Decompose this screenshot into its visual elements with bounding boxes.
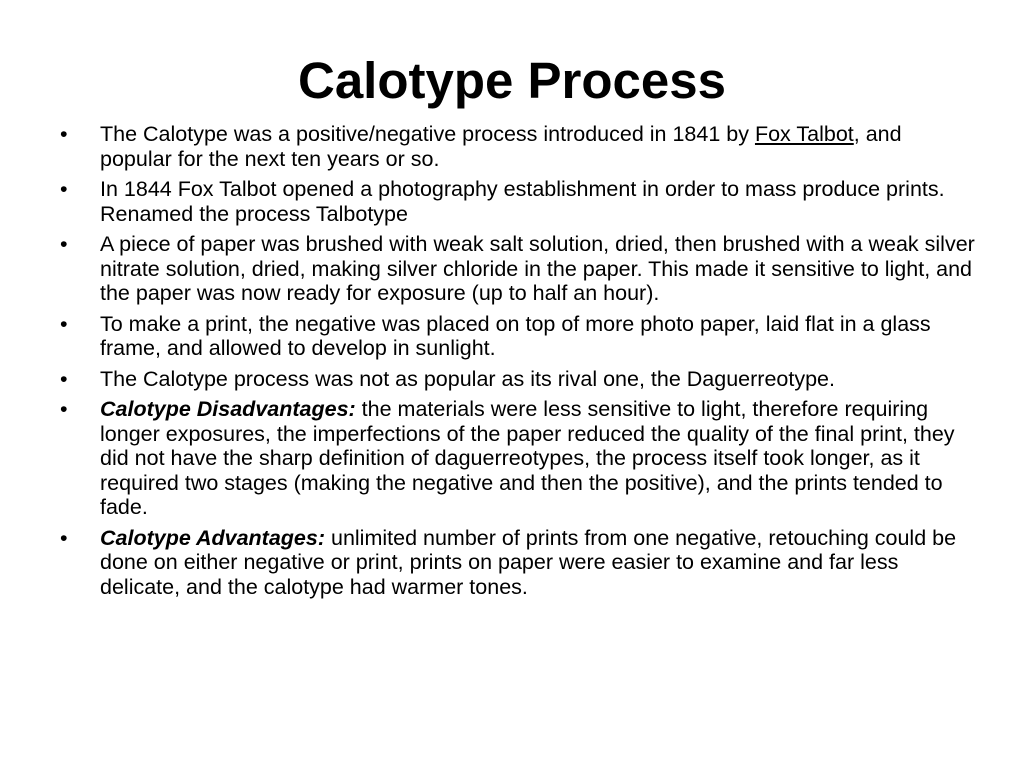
bullet-dot: • [60,366,68,391]
bullet-dot: • [60,122,68,146]
bullet-text: The Calotype was a positive/negative process introduced in 1841 by [100,122,755,146]
bullet-text: the materials were less sensitive to light, therefore requiring longer exposures, the imperfections of the paper reduced the quality of the final print, they did not have the sharp definition of daguerreotypes, the process itself took longer, as it required two stages (making the negative and then the positive), and the prints tended to fade. [100,397,955,519]
bullet-dot: • [60,311,68,336]
bullet-text: To make a print, the negative was placed on top of more photo paper, laid flat in a glass frame, and allowed to develop in sunlight. [100,311,931,360]
slide-title: Calotype Process [297,52,727,109]
bullet-dot: • [60,232,68,256]
bullet-list [56,122,976,605]
fox-talbot-link[interactable]: Fox Talbot [754,122,854,146]
bullet-text: In 1844 Fox Talbot opened a photography establishment in order to mass produce prints. Renamed the process Talbotype [100,177,945,226]
bullet-dot: • [60,177,68,201]
bullet-item [56,367,976,392]
bullet-text: , and popular for the next ten years or so. [100,122,902,171]
bullet-text: unlimited number of prints from one negative, retouching could be done on either negative or print, prints on paper were easier to examine and far less delicate, and the calotype had warmer tones. [100,525,957,599]
bullet-item [56,177,976,226]
bullet-item [56,232,976,306]
bullet-dot: • [60,525,68,550]
bullet-dot: • [60,397,68,421]
bullet-item [56,122,976,171]
bullet-text: A piece of paper was brushed with weak salt solution, dried, then brushed with a weak silver nitrate solution, dried, making silver chloride in the paper. This made it sensitive to light, and the paper was now ready for exposure (up to half an hour). [100,232,975,305]
bullet-item [56,312,976,361]
bullet-text: The Calotype process was not as popular as its rival one, the Daguerreotype. [100,366,835,391]
advantages-label: Calotype Advantages: [100,525,326,550]
bullet-item [56,526,976,600]
bullet-item [56,397,976,520]
disadvantages-label: Calotype Disadvantages: [100,397,356,421]
